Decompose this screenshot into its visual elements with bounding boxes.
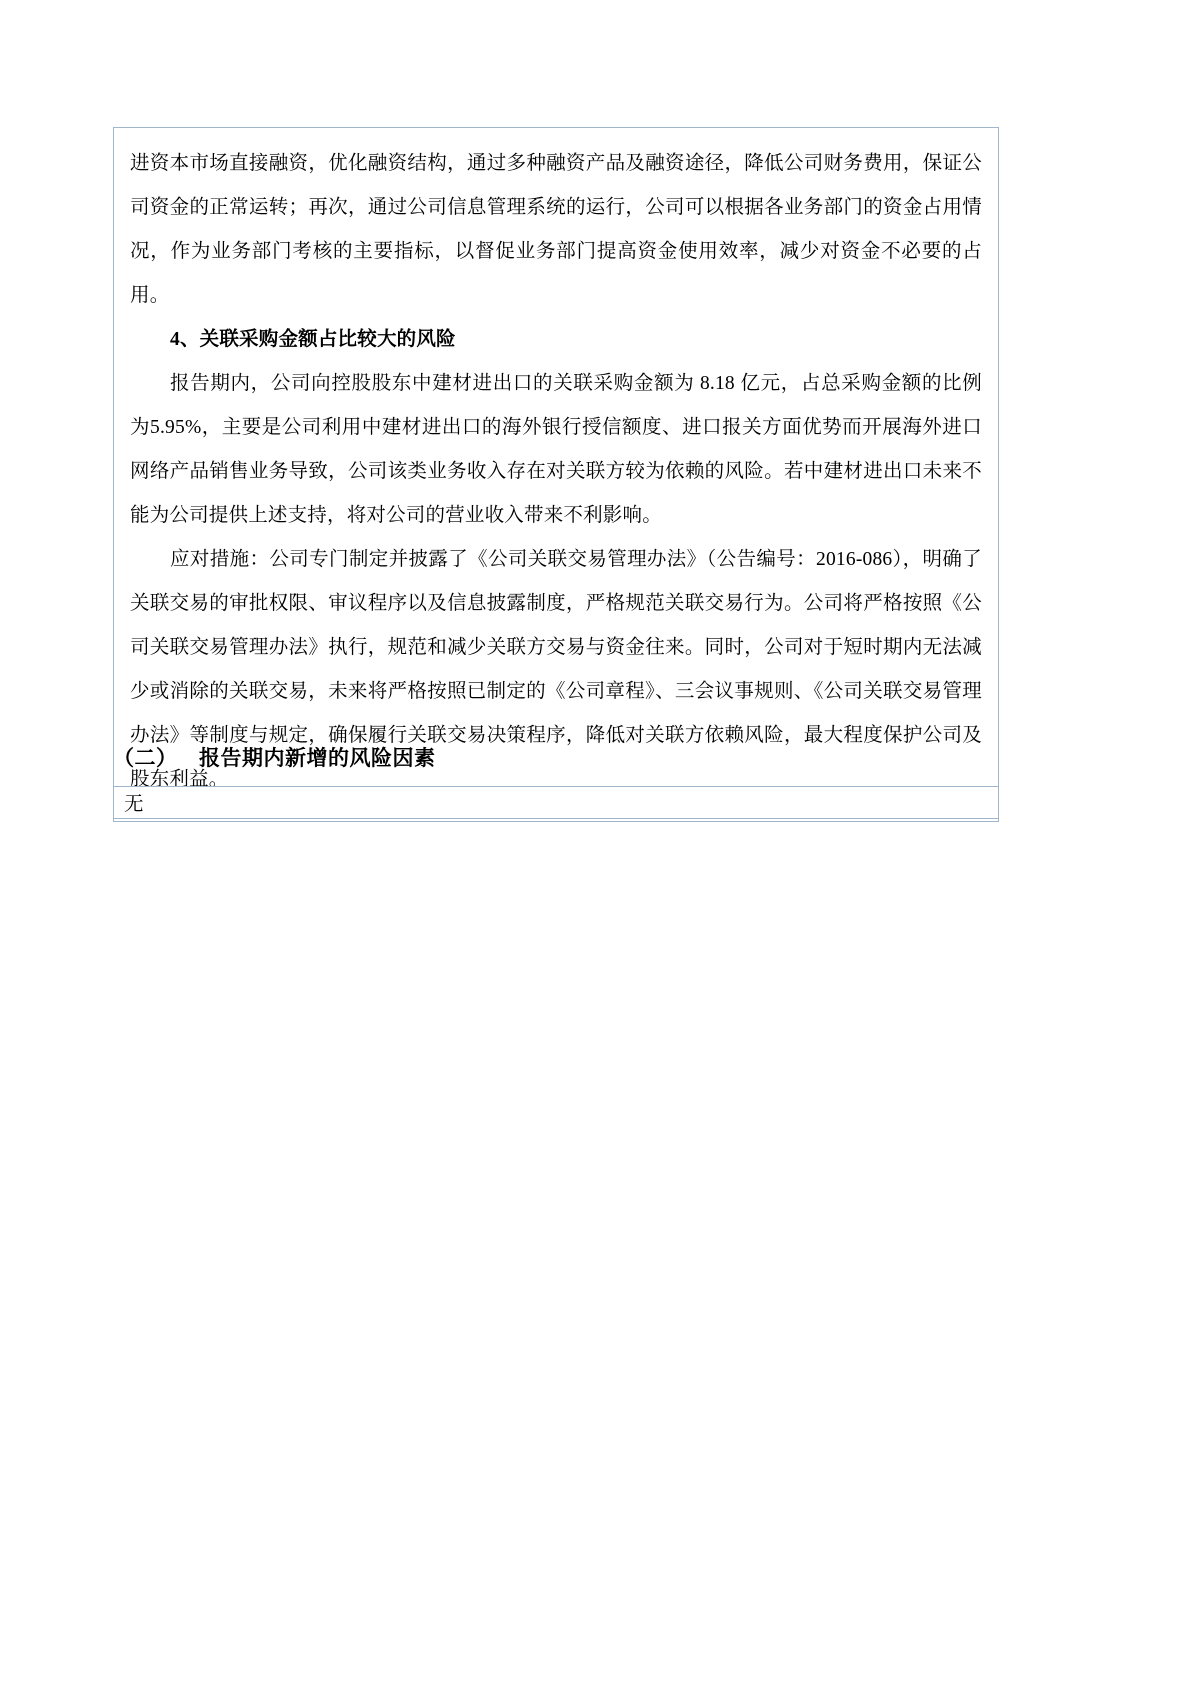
subsection-heading-related-party-procurement: 4、关联采购金额占比较大的风险 bbox=[170, 329, 456, 350]
paragraph-related-party-procurement: 报告期内，公司向控股股东中建材进出口的关联采购金额为 8.18 亿元，占总采购金额的比例为5.95%，主要是公司利用中建材进出口的海外银行授信额度、进口报关方面优势而开展海外进口网络产品销售业务导致，公司该类业务收入存在对关联方较为依赖的风险。若中建材进出口未来不能为公司提供上述支持，将对公司的营业收入带来不利影响。 bbox=[130, 373, 982, 526]
paragraph-countermeasures: 应对措施：公司专门制定并披露了《公司关联交易管理办法》（公告编号：2016-086），明确了关联交易的审批权限、审议程序以及信息披露制度，严格规范关联交易行为。公司将严格按照《公司关联交易管理办法》执行，规范和减少关联方交易与资金往来。同时，公司对于短时期内无法减少或消除的关联交易，未来将严格按照已制定的《公司章程》、三会议事规则、《公司关联交易管理办法》等制度与规定，确保履行关联交易决策程序，降低对关联方依赖风险，最大程度保护公司及股东利益。 bbox=[130, 549, 982, 790]
risk-factor-content-box bbox=[113, 127, 999, 819]
paragraph-continued: 进资本市场直接融资，优化融资结构，通过多种融资产品及融资途径，降低公司财务费用，保证公司资金的正常运转；再次，通过公司信息管理系统的运行，公司可以根据各业务部门的资金占用情况，作为业务部门考核的主要指标，以督促业务部门提高资金使用效率，减少对资金不必要的占用。 bbox=[130, 153, 982, 306]
new-risk-factors-answer-box bbox=[113, 786, 999, 822]
answer-text: 无 bbox=[124, 794, 144, 815]
section-title: 报告期内新增的风险因素 bbox=[199, 746, 436, 770]
section-heading-new-risk-factors bbox=[113, 742, 436, 772]
section-number: （二） bbox=[113, 746, 178, 770]
